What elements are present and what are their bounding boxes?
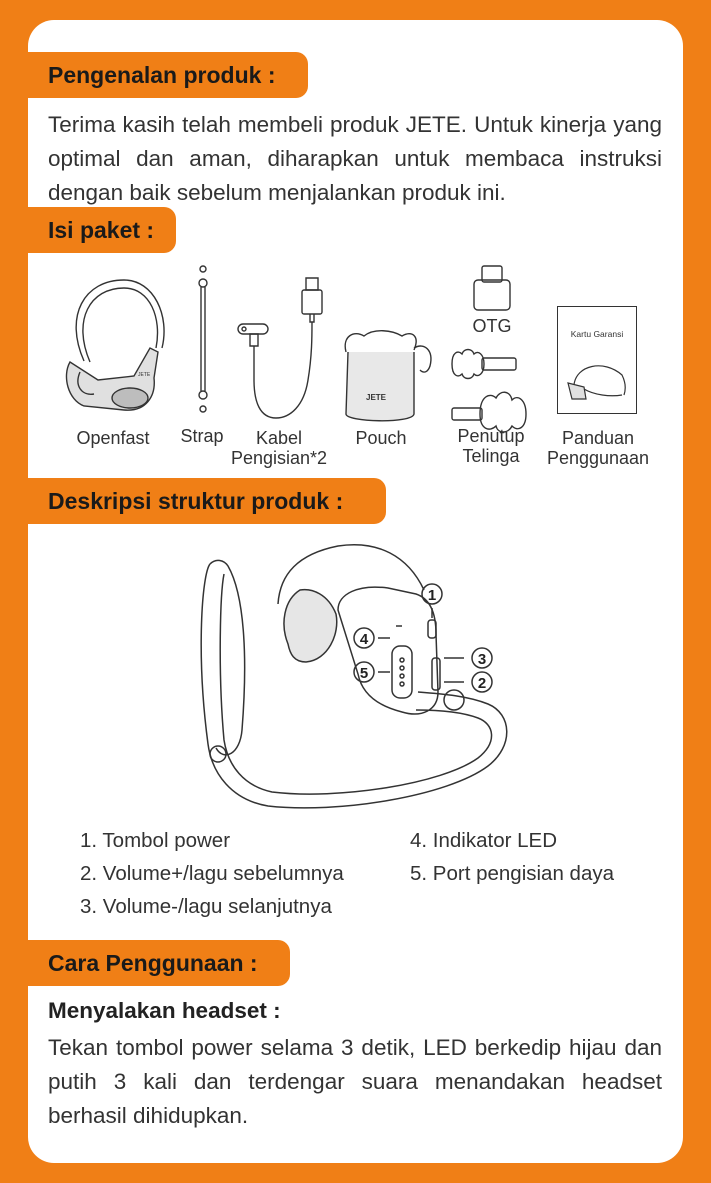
intro-heading: Pengenalan produk : [28,52,308,98]
manual-card [28,20,683,1163]
earplug-label [446,426,536,466]
headset-structure-diagram [188,534,518,824]
callout-3: 3 [477,651,487,668]
svg-text:JETE: JETE [138,372,151,378]
part-2: 2. Volume+/lagu sebelumnya [80,862,344,885]
part-3: 3. Volume-/lagu selanjutnya [80,895,332,918]
openfast-label: Openfast [76,428,150,448]
part-1: 1. Tombol power [80,829,231,852]
manual-label [538,428,658,468]
manual-label-line2: Penggunaan [546,448,650,468]
earplug-label-line2: Telinga [462,446,520,466]
pouch-illustration [340,326,436,426]
part-5: 5. Port pengisian daya [410,862,614,885]
structure-heading: Deskripsi struktur produk : [28,478,386,524]
openfast-illustration [54,276,166,416]
cable-illustration [232,276,328,424]
intro-text: Terima kasih telah membeli produk JETE. Untuk kinerja yang optimal dan aman, diharapkan untuk membaca instruksi dengan baik sebelum menjalankan produk ini. [48,112,662,205]
parts-list-right [410,824,670,890]
callout-2: 2 [477,675,487,692]
usage-subheading: Menyalakan headset : [48,998,281,1023]
strap-illustration [191,263,215,415]
pouch-label: Pouch [355,428,407,448]
package-heading: Isi paket : [28,207,176,253]
earplug-label-line1: Penutup [457,426,525,446]
cable-label [224,428,334,468]
otg-illustration [470,264,514,314]
warranty-card-headset-icon [564,355,630,405]
part-4: 4. Indikator LED [410,829,557,852]
svg-text:JETE: JETE [366,393,387,402]
cable-label-line1: Kabel [255,428,303,448]
warranty-card [557,306,637,414]
usage-heading: Cara Penggunaan : [28,940,290,986]
earplug-illustration [446,344,538,432]
callout-5: 5 [359,665,369,682]
parts-list-left [80,824,400,923]
otg-label: OTG [472,316,512,336]
warranty-card-text: Kartu Garansi [570,329,624,339]
usage-text: Tekan tombol power selama 3 detik, LED berkedip hijau dan putih 3 kali dan terdengar suara menandakan headset berhasil dihidupkan. [48,1035,662,1128]
cable-label-line2: Pengisian*2 [230,448,328,468]
callout-1: 1 [427,587,437,604]
strap-label: Strap [180,426,224,446]
callout-4: 4 [359,631,369,648]
manual-label-line1: Panduan [561,428,635,448]
